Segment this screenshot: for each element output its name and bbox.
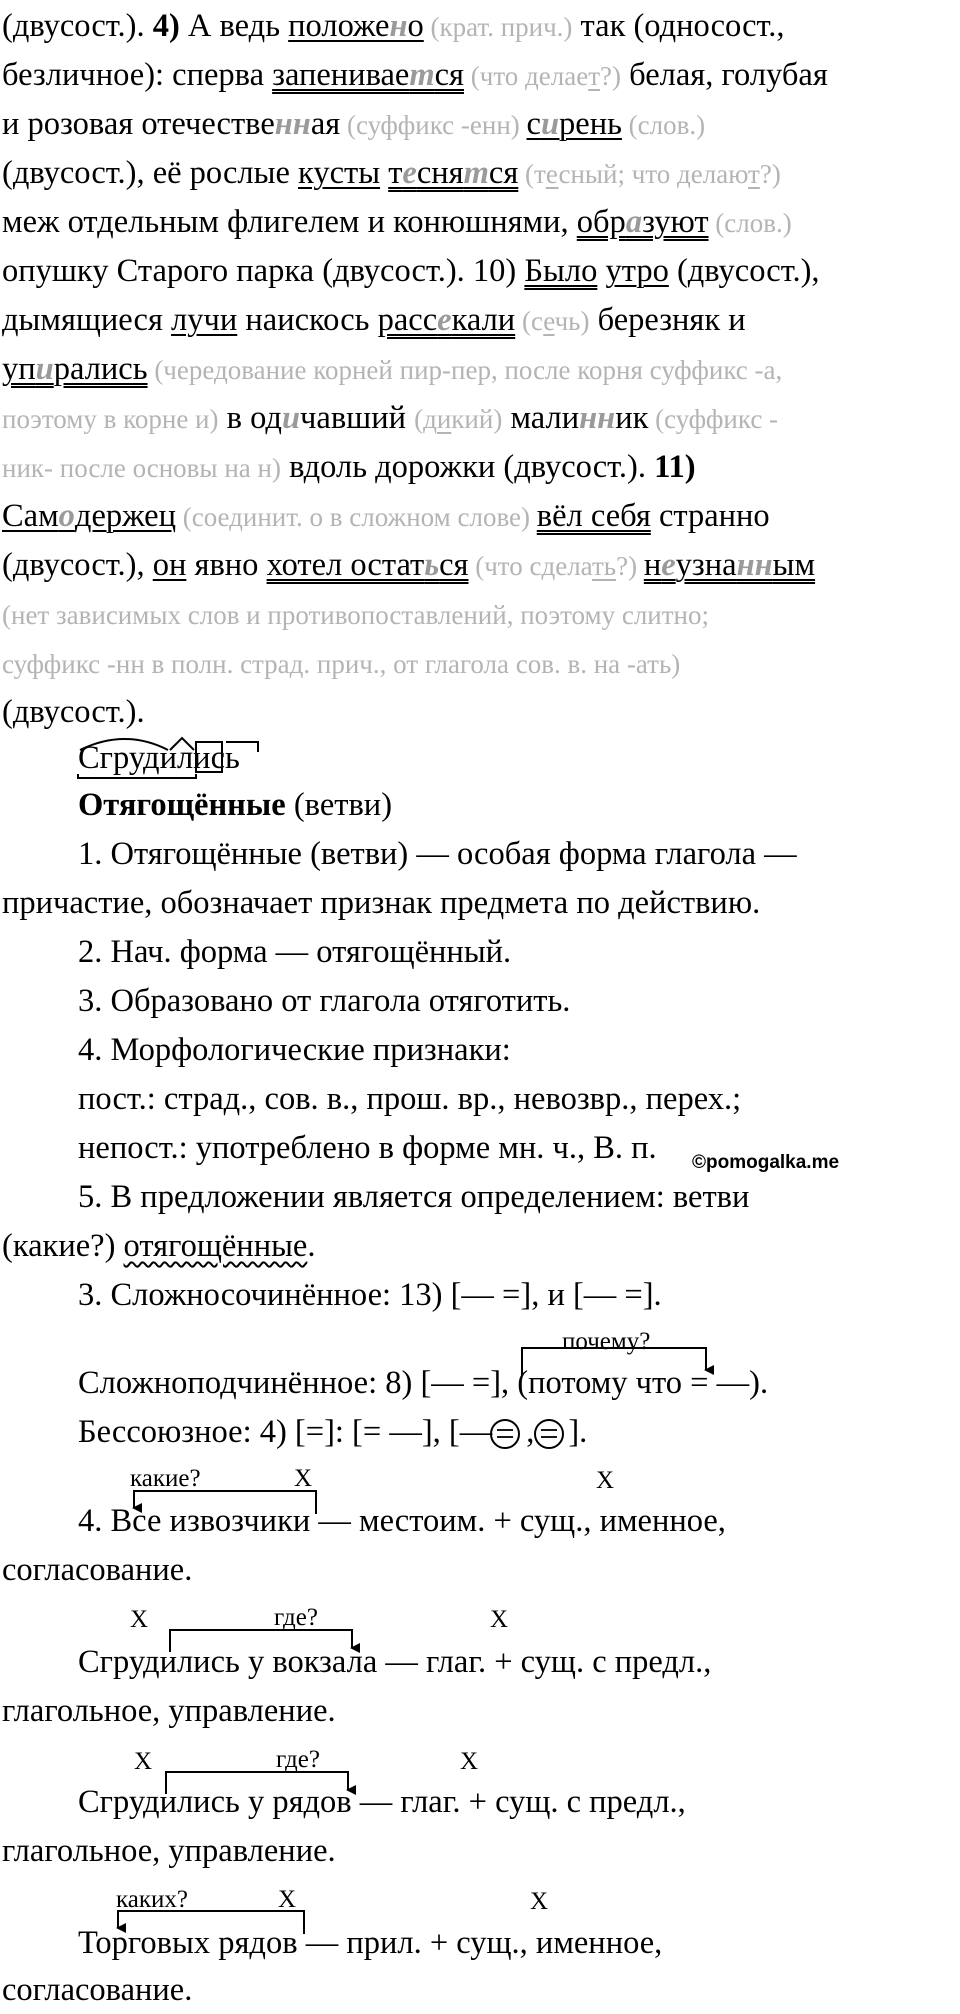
text-line: меж отдельным флигелем и конюшнями, образуют (слов.) (2, 204, 792, 240)
text-line: Сгрудились у рядов — глаг. + сущ. с предл., (78, 1784, 686, 1820)
text-line: Сложноподчинённое: 8) [— =], (потому что = —). (78, 1365, 769, 1401)
text-line: глагольное, управление. (2, 1693, 336, 1729)
text-line: причастие, обозначает признак предмета по действию. (2, 885, 761, 921)
text-line: поэтому в корне и) в одичавший (дикий) малинник (суффикс - (2, 400, 779, 436)
text-line: Торговых рядов — прил. + сущ., именное, (78, 1925, 663, 1961)
question-label: почему? (562, 1328, 651, 1355)
text-line: (какие?) отягощённые. (2, 1228, 316, 1264)
text-line: согласование. (2, 1552, 193, 1588)
text-line: непост.: употреблено в форме мн. ч., В. п. (78, 1130, 657, 1166)
x-mark: X (130, 1606, 149, 1633)
text-line: дымящиеся лучи наискось рассекали (сечь) березняк и (2, 302, 746, 338)
text-line: (двусост.). 4) А ведь положено (крат. прич.) так (односост., (2, 8, 785, 44)
text-line: Отягощённые (ветви) (78, 787, 393, 823)
question-label: какие? (130, 1465, 201, 1492)
text-line: безличное): сперва запенивается (что делает?) белая, голубая (2, 57, 828, 93)
text-line: (двусост.), её рослые кусты теснятся (тесный; что делают?) (2, 155, 781, 191)
text-line: опушку Старого парка (двусост.). 10) Было утро (двусост.), (2, 253, 820, 289)
text-line: 4. Все извозчики — местоим. + сущ., именное, (78, 1503, 726, 1539)
text-line: 2. Нач. форма — отягощённый. (78, 934, 512, 970)
note-line: (нет зависимых слов и противопоставлений, поэтому слитно; (2, 600, 709, 630)
text-line: пост.: страд., сов. в., прош. вр., невозвр., перех.; (78, 1081, 742, 1117)
text-line: Бессоюзное: 4) [=]: [= —], [— , ]. (78, 1414, 588, 1450)
watermark: ©pomogalka.me (692, 1152, 840, 1173)
x-mark: X (460, 1748, 479, 1775)
x-mark: X (490, 1606, 509, 1633)
x-mark: X (530, 1888, 549, 1915)
text-line: ник- после основы на н) вдоль дорожки (двусост.). 11) (2, 449, 696, 485)
morpheme-word: Сгрудились (78, 740, 240, 776)
text-line: 4. Морфологические признаки: (78, 1032, 511, 1068)
text-line: согласование. (2, 1972, 193, 2008)
x-mark: X (134, 1748, 153, 1775)
question-label: где? (276, 1746, 320, 1773)
text-line: 3. Образовано от глагола отяготить. (78, 983, 571, 1019)
question-label: где? (274, 1604, 318, 1631)
x-mark: X (294, 1465, 313, 1492)
text-line: глагольное, управление. (2, 1833, 336, 1869)
text-line: 5. В предложении является определением: ветви (78, 1179, 750, 1215)
text-line: и розовая отечественная (суффикс -енн) сирень (слов.) (2, 106, 706, 142)
text-line: 1. Отягощённые (ветви) — особая форма глагола — (78, 836, 797, 872)
text-line: Сгрудились у вокзала — глаг. + сущ. с предл., (78, 1644, 712, 1680)
text-line: 3. Сложносочинённое: 13) [— =], и [— =]. (78, 1277, 662, 1313)
text-line: (двусост.). (2, 694, 145, 730)
x-mark: X (278, 1886, 297, 1913)
text-line: упирались (чередование корней пир-пер, после корня суффикс -а, (2, 351, 783, 387)
question-label: каких? (116, 1886, 188, 1913)
x-mark: X (596, 1467, 615, 1494)
text-line: Самодержец (соединит. о в сложном слове) вёл себя странно (2, 498, 770, 534)
note-line: суффикс -нн в полн. страд. прич., от глагола сов. в. на -ать) (2, 649, 681, 679)
text-line: (двусост.), он явно хотел остаться (что сделать?) неузнанным (2, 547, 816, 583)
